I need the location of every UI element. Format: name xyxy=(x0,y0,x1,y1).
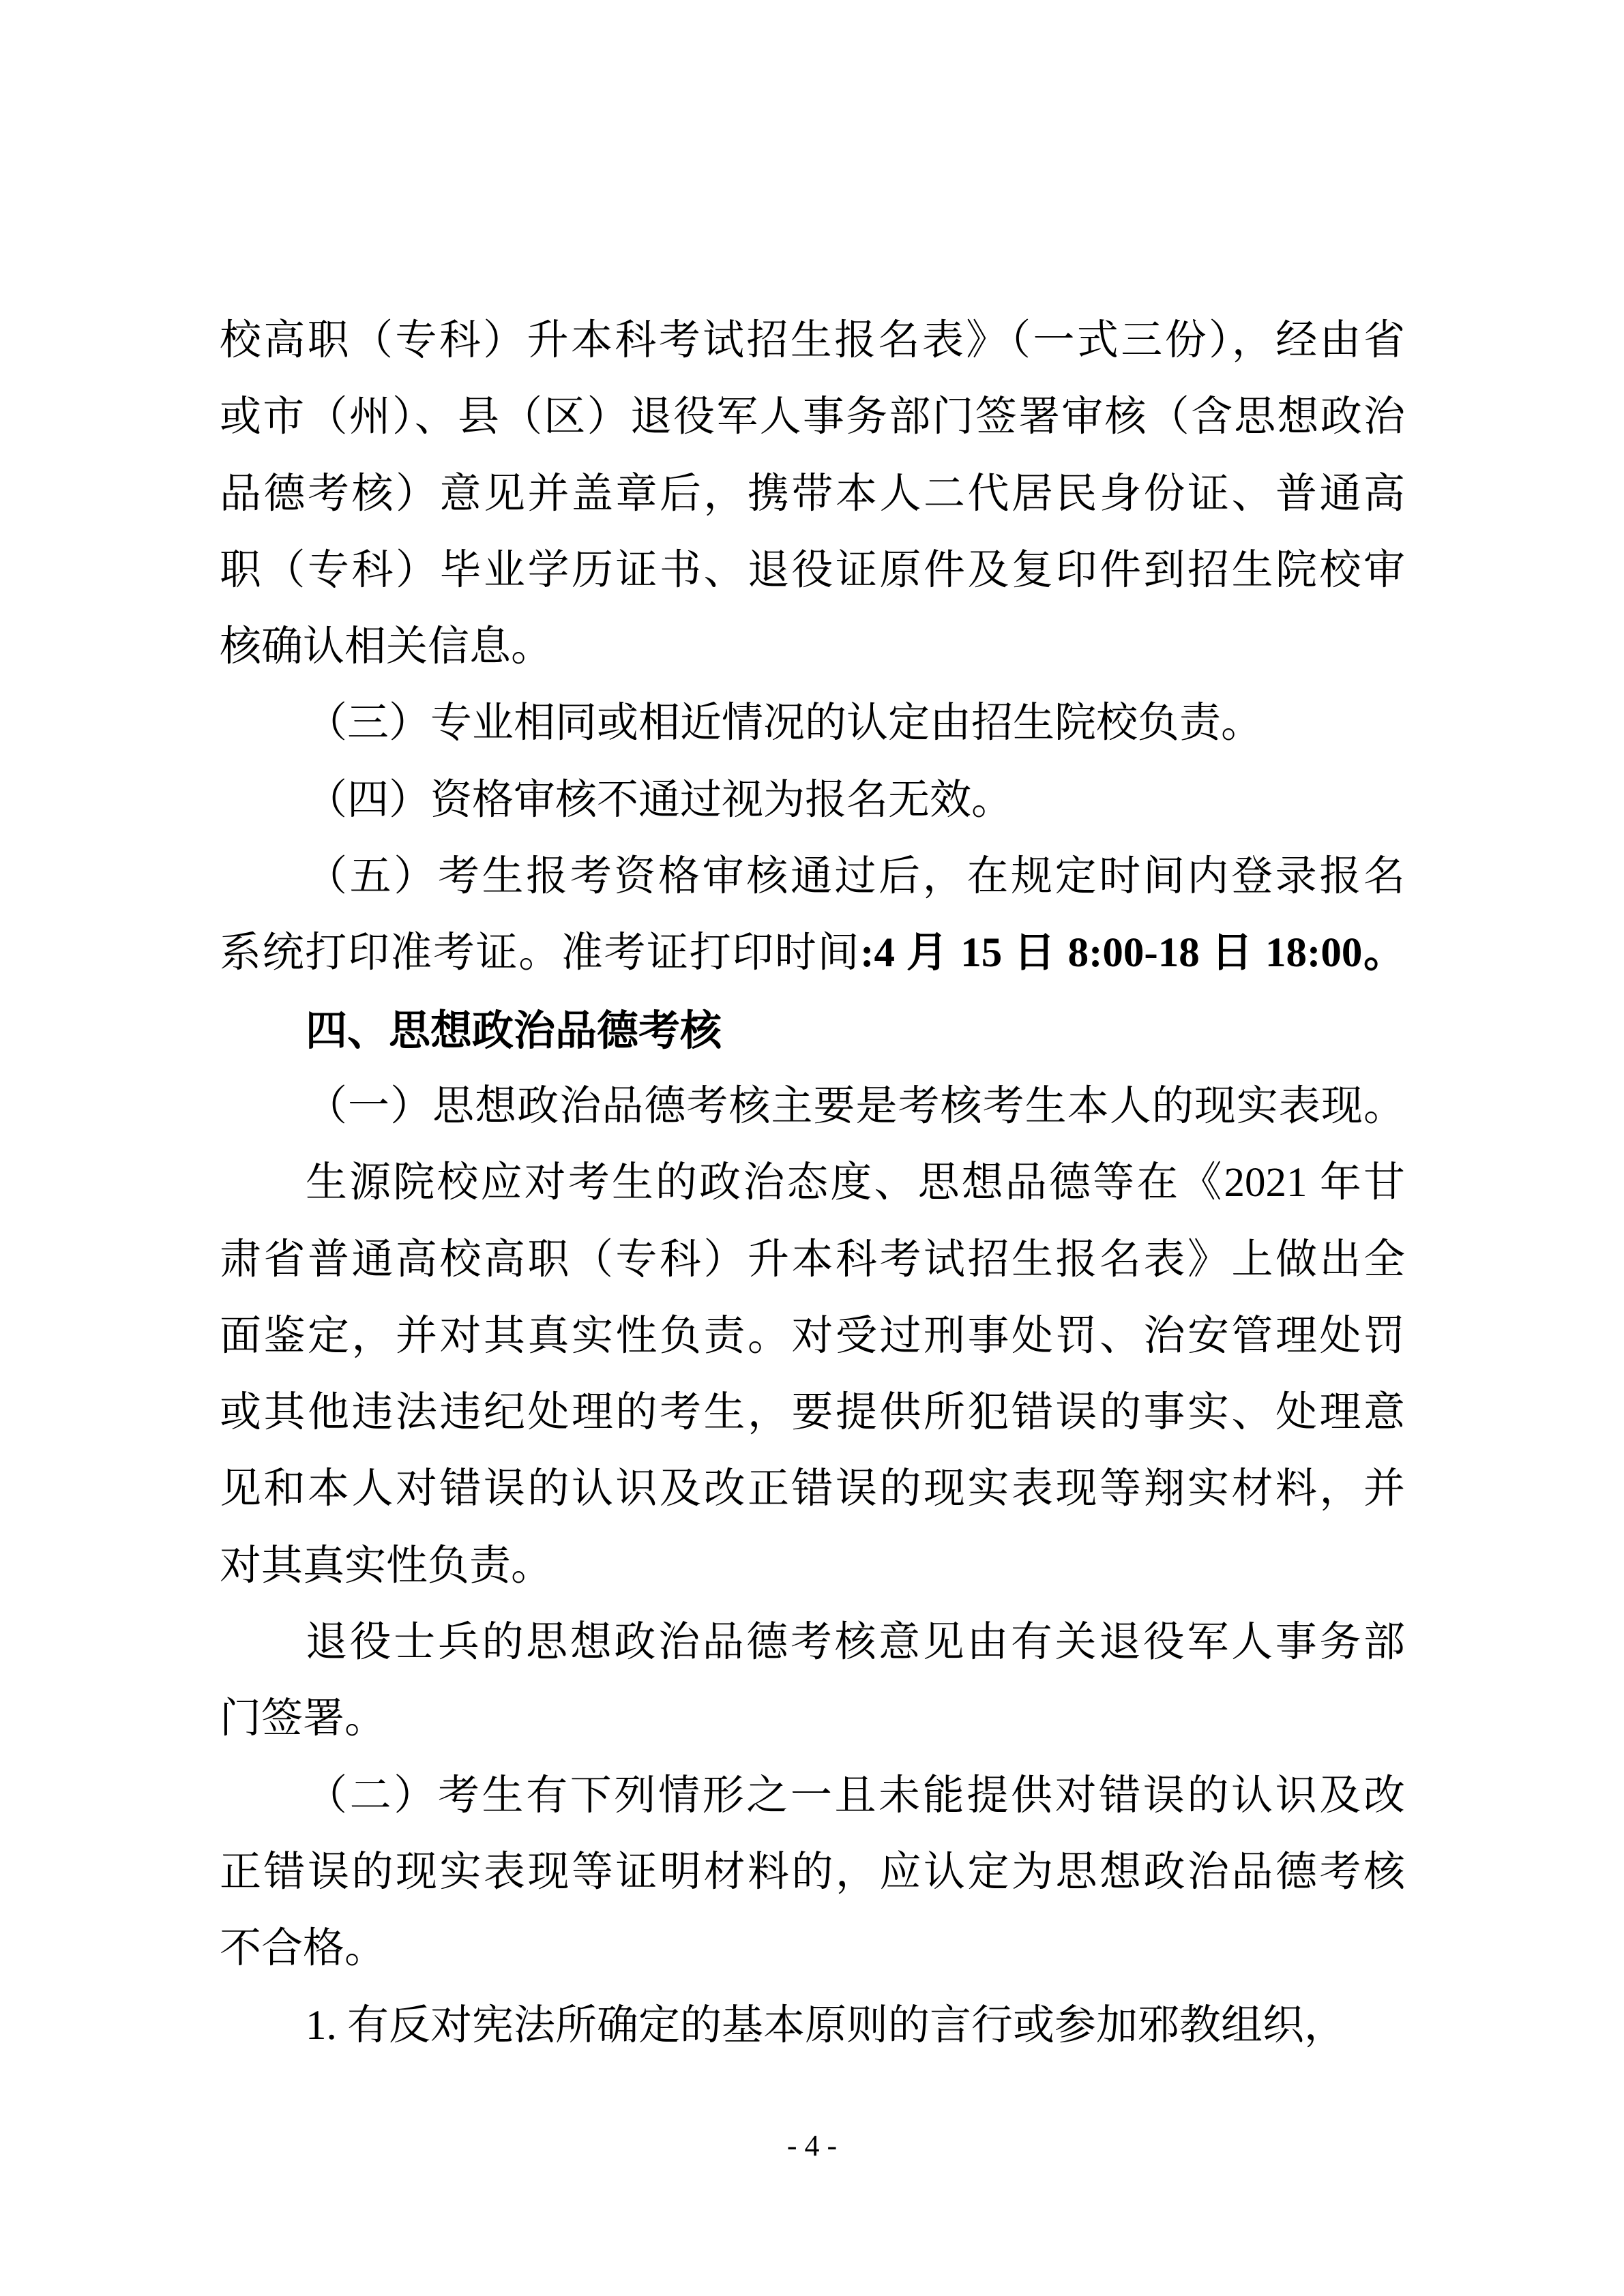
text-line: 退役士兵的思想政治品德考核意见由有关退役军人事务部 xyxy=(306,1620,1405,1666)
text-line: 对其真实性负责。 xyxy=(220,1542,553,1589)
text-line: 门签署。 xyxy=(220,1696,387,1742)
text-line: 核确认相关信息。 xyxy=(220,624,553,670)
text-line xyxy=(220,915,1405,992)
text-line: 生源院校应对考生的政治态度、思想品德等在《2021 年甘 xyxy=(306,1160,1405,1206)
text-line: 或其他违法违纪处理的考生，要提供所犯错误的事实、处理意 xyxy=(220,1390,1405,1436)
text-line: 职（专科）毕业学历证书、退役证原件及复印件到招生院校审 xyxy=(220,547,1405,593)
text-line: （一）思想政治品德考核主要是考核考生本人的现实表现。 xyxy=(306,1083,1405,1129)
section-heading: 四、思想政治品德考核 xyxy=(306,1007,722,1054)
text-line: 面鉴定，并对其真实性负责。对受过刑事处罚、治安管理处罚 xyxy=(220,1313,1405,1359)
bold-text-segment: :4 月 15 日 8:00-18 日 18:00。 xyxy=(860,930,1405,976)
text-line: 正错误的现实表现等证明材料的，应认定为思想政治品德考核 xyxy=(220,1849,1405,1895)
text-line: 肃省普通高校高职（专科）升本科考试招生报名表》上做出全 xyxy=(220,1236,1405,1283)
document-body xyxy=(220,303,1405,2064)
text-line: （三）专业相同或相近情况的认定由招生院校负责。 xyxy=(306,700,1263,747)
text-line: 见和本人对错误的认识及改正错误的现实表现等翔实材料，并 xyxy=(220,1466,1405,1512)
page-number: - 4 - xyxy=(786,2129,838,2162)
text-line: （二）考生有下列情形之一且未能提供对错误的认识及改 xyxy=(306,1772,1405,1819)
text-line: 品德考核）意见并盖章后，携带本人二代居民身份证、普通高 xyxy=(220,471,1405,517)
text-line: 不合格。 xyxy=(220,1926,387,1972)
text-line: 或市（州）、县（区）退役军人事务部门签署审核（含思想政治 xyxy=(220,394,1405,441)
text-line: 1. 有反对宪法所确定的基本原则的言行或参加邪教组织， xyxy=(306,2002,1346,2048)
text-line: 校高职（专科）升本科考试招生报名表》（一式三份），经由省 xyxy=(220,318,1405,363)
text-line: （四）资格审核不通过视为报名无效。 xyxy=(306,777,1014,823)
text-segment: 系统打印准考证。准考证打印时间 xyxy=(220,930,861,976)
text-line: （五）考生报考资格审核通过后，在规定时间内登录报名 xyxy=(306,854,1405,900)
